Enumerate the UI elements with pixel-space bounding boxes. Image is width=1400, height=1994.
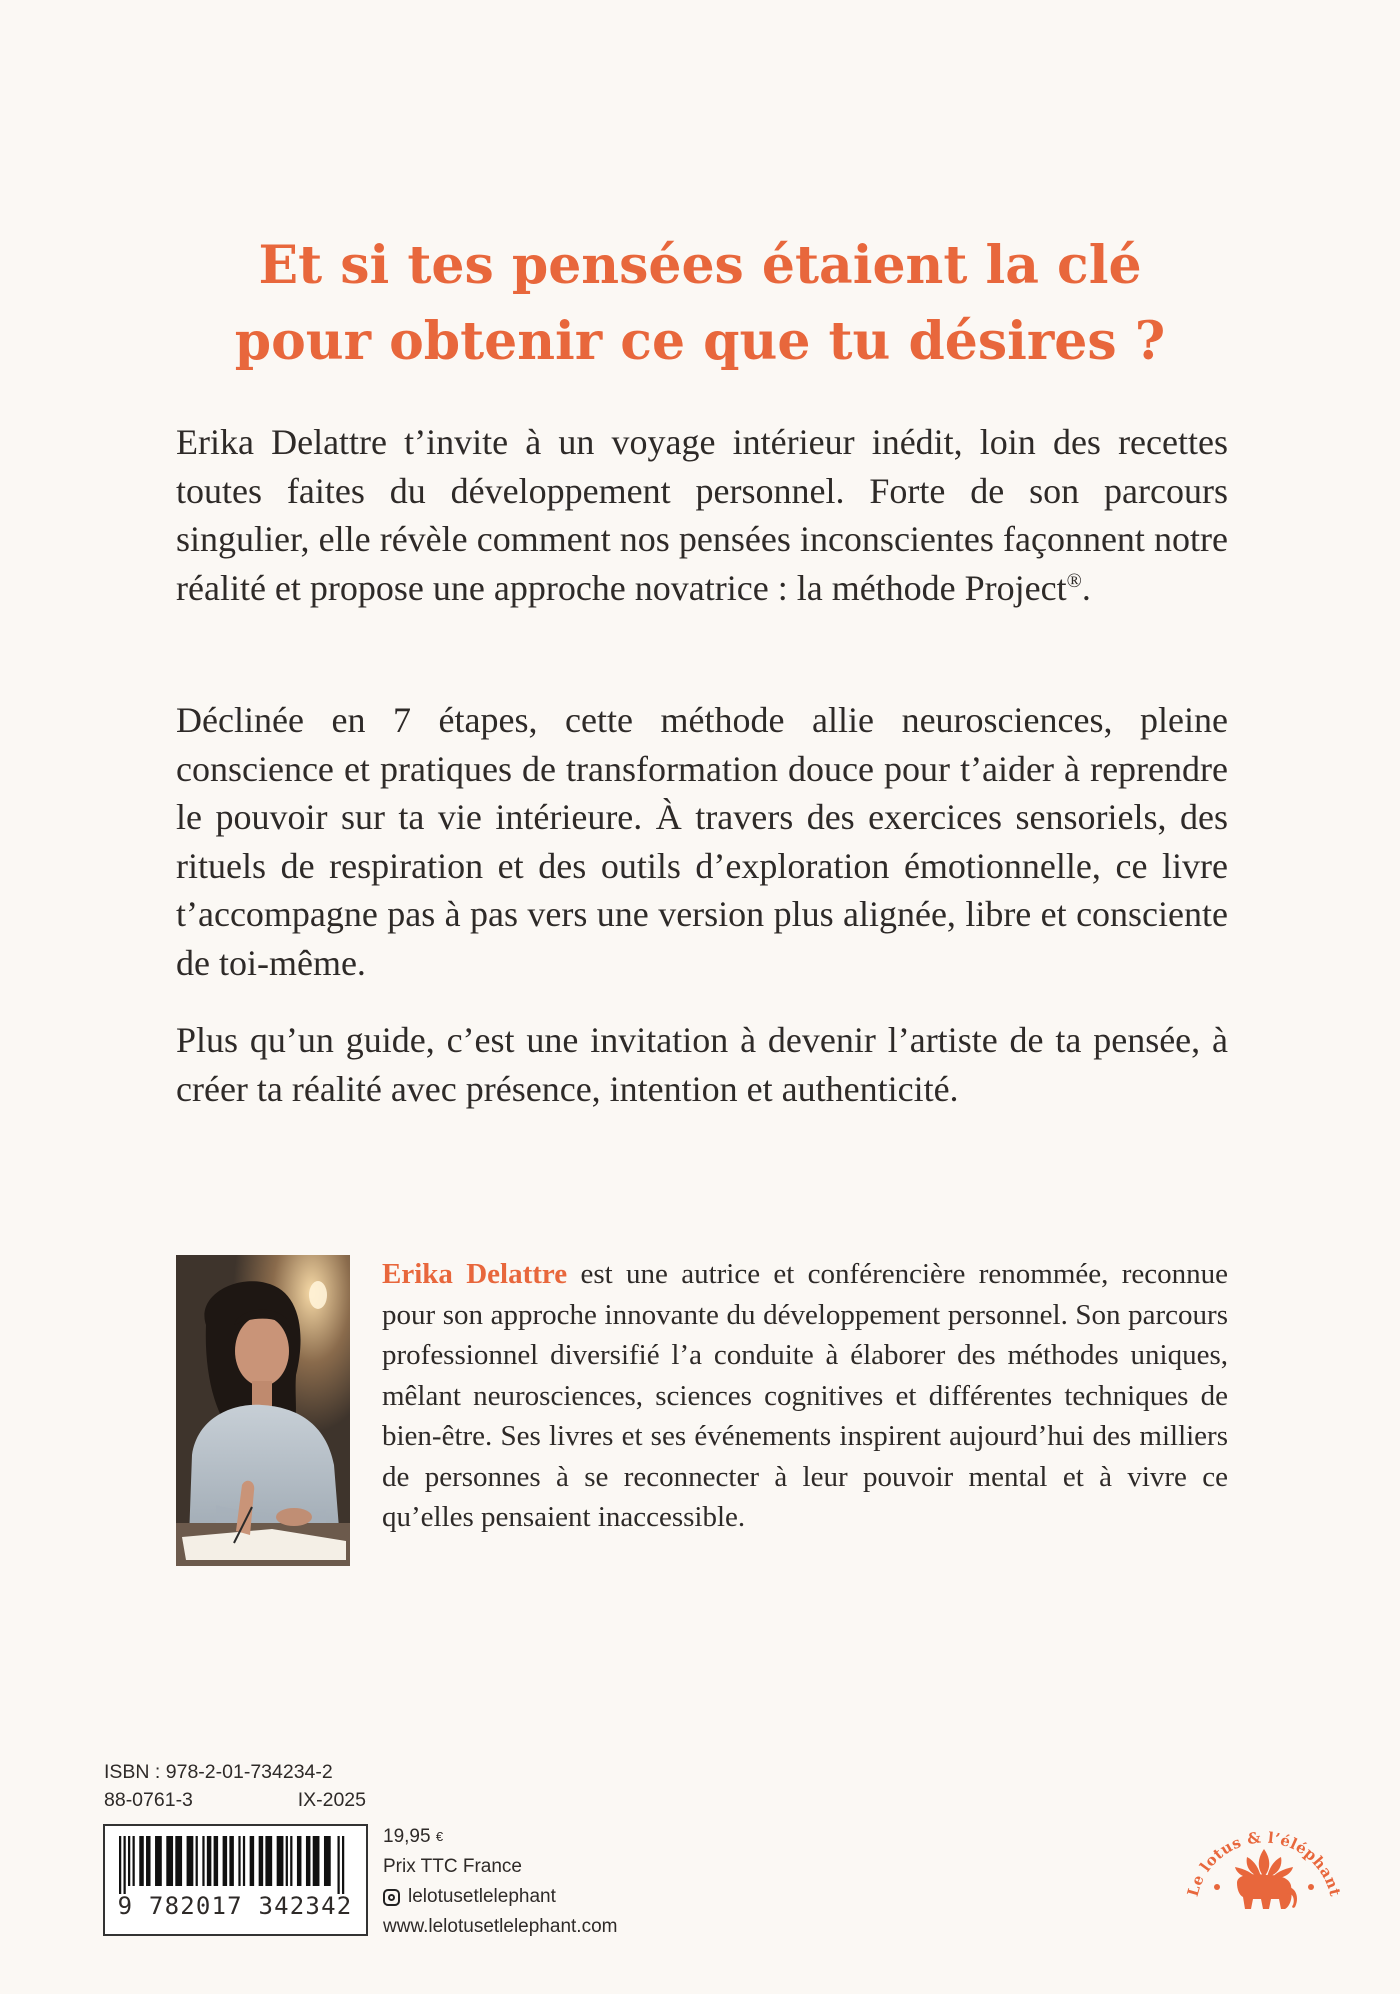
publisher-logo	[1175, 1795, 1353, 1925]
author-portrait	[176, 1255, 350, 1566]
barcode-bar	[128, 1836, 130, 1886]
barcode-bar	[139, 1836, 144, 1886]
isbn-block	[104, 1758, 366, 1814]
barcode-guard-bar	[119, 1836, 121, 1894]
barcode-bar	[133, 1836, 135, 1886]
barcode-bar	[229, 1836, 234, 1886]
publisher-logo-text: Le lotus & l’éléphant	[1183, 1828, 1345, 1899]
barcode-bar	[306, 1836, 311, 1886]
barcode-bar	[265, 1836, 272, 1886]
barcode-bar	[223, 1836, 228, 1886]
barcode-bar	[214, 1836, 219, 1886]
lotus-elephant-icon	[1214, 1849, 1314, 1909]
barcode-bar	[238, 1836, 240, 1886]
barcode-bars	[119, 1836, 351, 1894]
author-bio: Erika Delattre est une autrice et conférencière renommée, reconnue pour son approche innovante du développement personnel. Son parcours professionnel diversifié l’a conduite à élaborer des méthodes uniques, mêlant neurosciences, sciences cognitives et différentes techniques de bien-être. Ses livres et ses événements inspirent aujourd’hui des milliers de personnes à se reconnecter à leur pouvoir mental et à vivre ce qu’elles pensaient inaccessible.	[382, 1258, 1228, 1533]
barcode-guard-bar	[337, 1836, 339, 1894]
barcode-bar	[250, 1836, 255, 1886]
paragraph-method: Déclinée en 7 étapes, cette méthode allie neurosciences, pleine conscience et pratiques de transformation douce pour t’aider à reprendre le pouvoir sur ta vie intérieure. À travers des exercices sensoriels, des rituels de respiration et des outils d’exploration émotionnelle, ce livre t’accompagne pas à pas vers une version plus alignée, libre et consciente de toi-même.	[176, 700, 1228, 983]
edition-code: IX-2025	[297, 1789, 366, 1811]
barcode-bar	[196, 1836, 198, 1886]
paragraph-intro: Erika Delattre t’invite à un voyage intérieur inédit, loin des recettes toutes faites du développement personnel. Forte de son parcours singulier, elle révèle comment nos pensées inconscientes façonnent notre réalité et propose une approche novatrice : la méthode Project®.	[176, 422, 1228, 608]
barcode-bar	[207, 1836, 212, 1886]
author-name: Erika Delattre	[382, 1258, 568, 1290]
registered-mark: ®	[1066, 569, 1082, 592]
barcode-bar	[324, 1836, 331, 1886]
barcode-bar	[166, 1836, 173, 1886]
barcode-guard-bar	[124, 1836, 126, 1894]
barcode-bar	[290, 1836, 292, 1886]
headline-line-2: pour obtenir ce que tu désires ?	[234, 311, 1166, 372]
paragraph-invitation: Plus qu’un guide, c’est une invitation à devenir l’artiste de ta pensée, à créer ta réalité avec présence, intention et authenticité.	[176, 1020, 1228, 1109]
barcode-bar	[243, 1836, 245, 1886]
instagram-icon	[383, 1889, 400, 1906]
barcode-digits: 9 782017 342342	[117, 1892, 353, 1920]
barcode-guard-bar	[342, 1836, 344, 1894]
author-photo-illustration	[176, 1255, 350, 1566]
barcode-bar	[175, 1836, 182, 1886]
instagram-handle[interactable]: lelotusetlelephant	[408, 1886, 556, 1907]
price-label: Prix TTC France	[383, 1856, 523, 1877]
isbn-number: ISBN : 978-2-01-734234-2	[104, 1761, 333, 1783]
barcode-bar	[187, 1836, 194, 1886]
price: 19,95 €	[383, 1826, 444, 1847]
barcode-bar	[202, 1836, 204, 1886]
headline-line-1: Et si tes pensées étaient la clé	[258, 235, 1142, 296]
barcode-bar	[259, 1836, 264, 1886]
barcode-bar	[286, 1836, 288, 1886]
barcode-bar	[313, 1836, 320, 1886]
barcode-bar	[277, 1836, 284, 1886]
barcode-bar	[146, 1836, 151, 1886]
barcode	[103, 1824, 368, 1936]
price-and-contact	[383, 1822, 723, 1942]
barcode-bar	[297, 1836, 302, 1886]
headline	[120, 228, 1280, 380]
barcode-bar	[155, 1836, 162, 1886]
publisher-code: 88-0761-3	[104, 1789, 193, 1811]
currency: €	[435, 1829, 444, 1844]
website-link[interactable]: www.lelotusetlelephant.com	[383, 1916, 618, 1937]
